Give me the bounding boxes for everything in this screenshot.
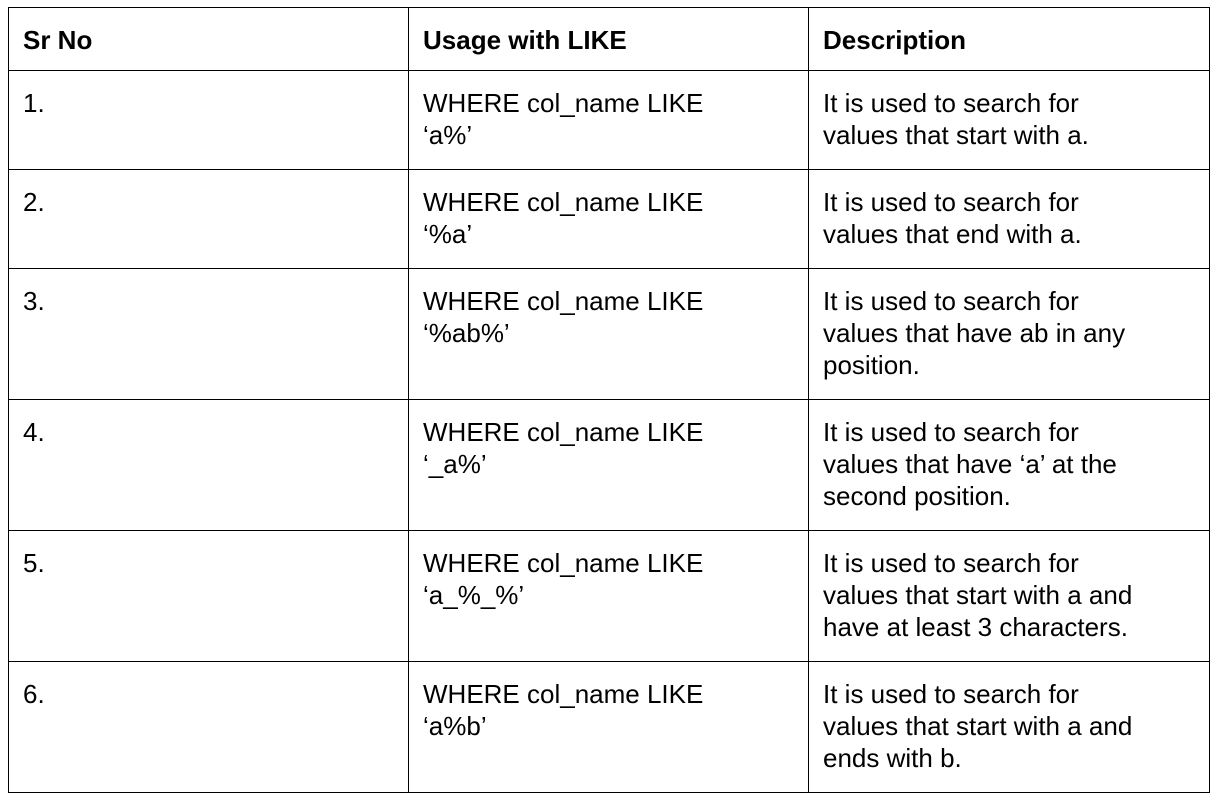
table-row: [9, 170, 1210, 269]
description-cell: [809, 170, 1210, 269]
usage-cell: [409, 531, 809, 662]
description-cell: [809, 269, 1210, 400]
usage-line: WHERE col_name LIKE: [423, 88, 704, 118]
header-sr-no: Sr No: [9, 8, 409, 71]
usage-cell: [409, 269, 809, 400]
sr-no-cell: 3.: [9, 269, 409, 400]
usage-cell: [409, 170, 809, 269]
description-line: values that start with a.: [823, 120, 1089, 150]
description-line: have at least 3 characters.: [823, 612, 1128, 642]
usage-line: WHERE col_name LIKE: [423, 679, 704, 709]
description-cell: [809, 71, 1210, 170]
description-line: It is used to search for: [823, 548, 1079, 578]
usage-cell: [409, 71, 809, 170]
description-line: second position.: [823, 481, 1011, 511]
usage-line: ‘a%’: [423, 120, 473, 150]
description-cell: [809, 400, 1210, 531]
table-row: [9, 400, 1210, 531]
usage-cell: [409, 400, 809, 531]
sr-no-cell: 2.: [9, 170, 409, 269]
description-line: It is used to search for: [823, 88, 1079, 118]
description-line: values that start with a and: [823, 580, 1133, 610]
table-row: [9, 269, 1210, 400]
usage-line: WHERE col_name LIKE: [423, 187, 704, 217]
description-line: values that end with a.: [823, 219, 1082, 249]
usage-line: WHERE col_name LIKE: [423, 548, 704, 578]
description-line: values that have ab in any: [823, 318, 1126, 348]
header-usage: Usage with LIKE: [409, 8, 809, 71]
table-row: [9, 531, 1210, 662]
usage-line: ‘a_%_%’: [423, 580, 525, 610]
usage-line: ‘_a%’: [423, 449, 487, 479]
sr-no-cell: 5.: [9, 531, 409, 662]
description-cell: [809, 531, 1210, 662]
table-row: [9, 662, 1210, 793]
description-line: It is used to search for: [823, 417, 1079, 447]
description-cell: [809, 662, 1210, 793]
description-line: It is used to search for: [823, 679, 1079, 709]
sr-no-cell: 4.: [9, 400, 409, 531]
usage-line: ‘%ab%’: [423, 318, 510, 348]
usage-line: WHERE col_name LIKE: [423, 417, 704, 447]
usage-cell: [409, 662, 809, 793]
sr-no-cell: 6.: [9, 662, 409, 793]
usage-line: ‘%a’: [423, 219, 473, 249]
header-description: Description: [809, 8, 1210, 71]
usage-line: WHERE col_name LIKE: [423, 286, 704, 316]
like-usage-table: [8, 7, 1210, 793]
description-line: ends with b.: [823, 743, 962, 773]
table-header-row: [9, 8, 1210, 71]
description-line: values that start with a and: [823, 711, 1133, 741]
sr-no-cell: 1.: [9, 71, 409, 170]
description-line: values that have ‘a’ at the: [823, 449, 1117, 479]
usage-line: ‘a%b’: [423, 711, 487, 741]
description-line: It is used to search for: [823, 187, 1079, 217]
description-line: position.: [823, 350, 920, 380]
table-row: [9, 71, 1210, 170]
description-line: It is used to search for: [823, 286, 1079, 316]
